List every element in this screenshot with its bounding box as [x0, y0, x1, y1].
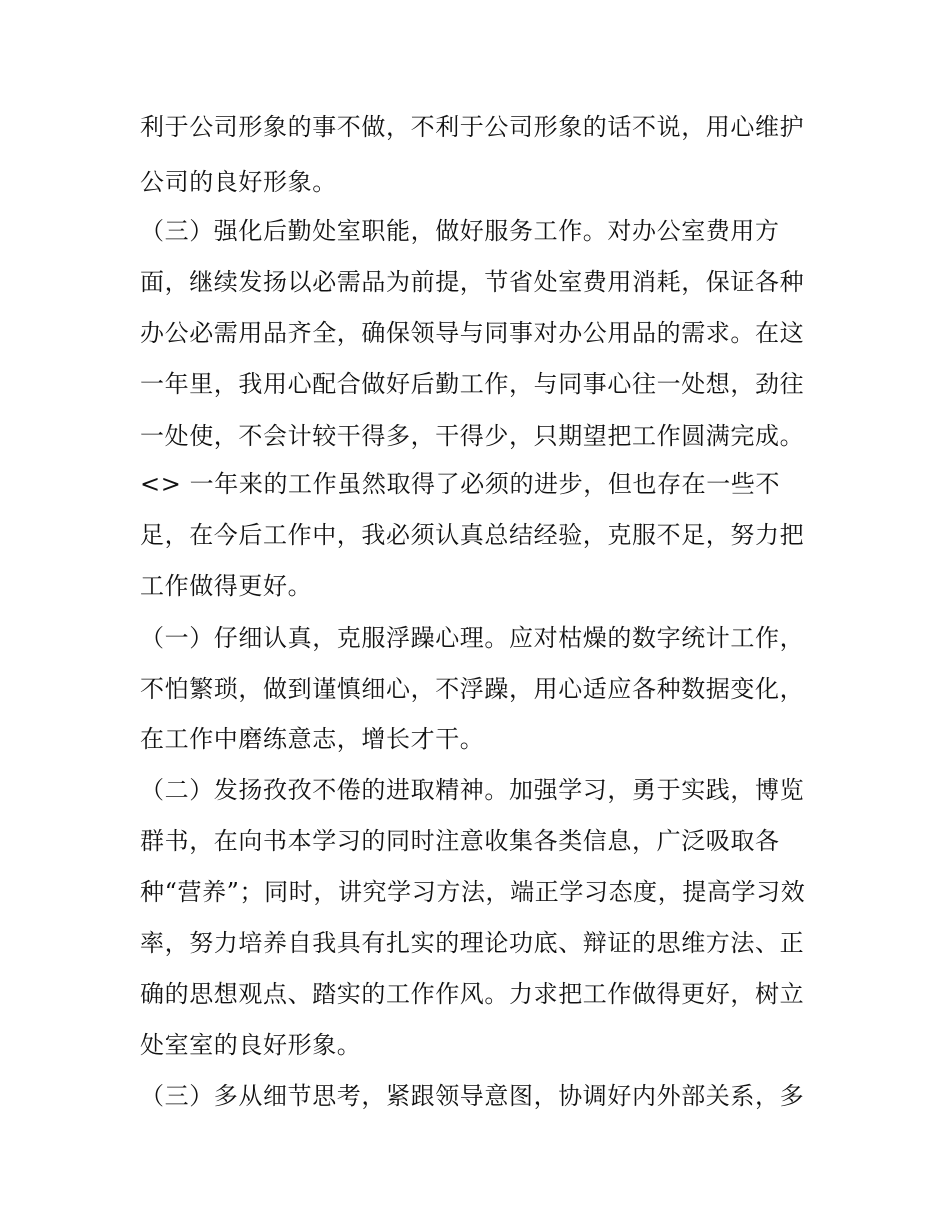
text-line: 利于公司形象的事不做，不利于公司形象的话不说，用心维护 [140, 113, 805, 141]
text-line: 足，在今后工作中，我必须认真总结经验，克服不足，努力把 [140, 521, 805, 549]
text-line: （三）多从细节思考，紧跟领导意图，协调好内外部关系，多 [140, 1082, 805, 1110]
text-line: 办公必需用品齐全，确保领导与同事对办公用品的需求。在这 [140, 319, 805, 347]
text-line: （一）仔细认真，克服浮躁心理。应对枯燥的数字统计工作， [140, 624, 805, 652]
text-line: 工作做得更好。 [140, 572, 313, 600]
text-line: （二）发扬孜孜不倦的进取精神。加强学习，勇于实践，博览 [140, 776, 805, 804]
text-line: 处室室的良好形象。 [140, 1031, 362, 1059]
text-line: 率，努力培养自我具有扎实的理论功底、辩证的思维方法、正 [140, 929, 805, 957]
text-line: （三）强化后勤处室职能，做好服务工作。对办公室费用方 [140, 217, 780, 245]
text-line: 面，继续发扬以必需品为前提，节省处室费用消耗，保证各种 [140, 268, 805, 296]
text-line: 一处使，不会计较干得多，干得少，只期望把工作圆满完成。 [140, 422, 805, 450]
text-line: 种“营养”；同时，讲究学习方法，端正学习态度，提高学习效 [140, 878, 806, 906]
text-line: 一年里，我用心配合做好后勤工作，与同事心往一处想，劲往 [140, 370, 805, 398]
text-line: 群书，在向书本学习的同时注意收集各类信息，广泛吸取各 [140, 827, 780, 855]
text-line: <> 一年来的工作虽然取得了必须的进步，但也存在一些不 [140, 470, 781, 498]
text-line: 在工作中磨练意志，增长才干。 [140, 725, 485, 753]
text-line: 确的思想观点、踏实的工作作风。力求把工作做得更好，树立 [140, 980, 805, 1008]
text-line: 公司的良好形象。 [140, 168, 337, 196]
text-line: 不怕繁琐，做到谨慎细心，不浮躁，用心适应各种数据变化， [140, 675, 805, 703]
